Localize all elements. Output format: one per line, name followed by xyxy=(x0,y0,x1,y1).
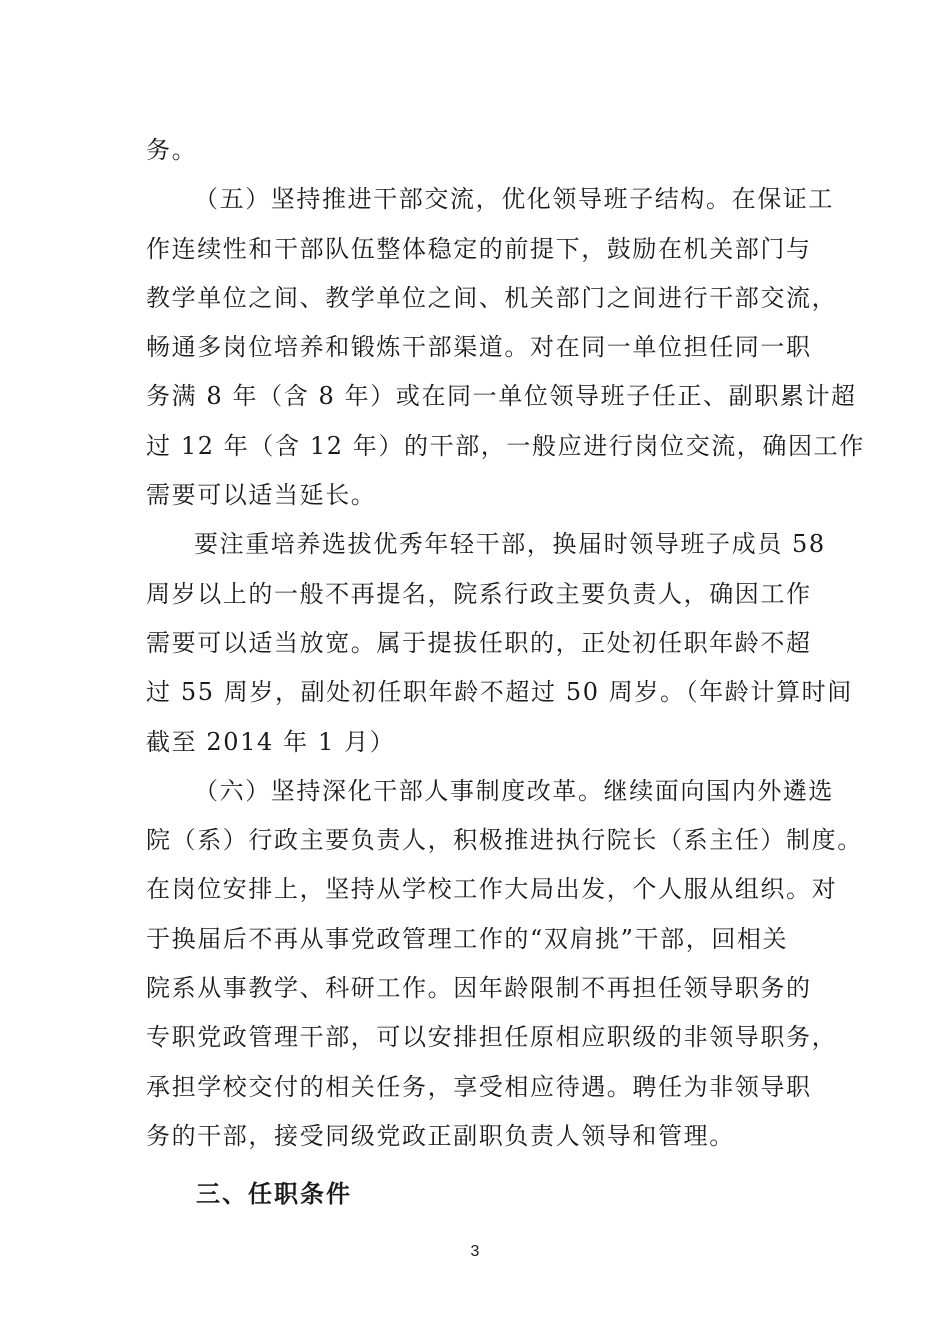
paragraph-section-6-line: 专职党政管理干部，可以安排担任原相应职级的非领导职务， xyxy=(146,1023,838,1052)
paragraph-section-5-line: 务满 8 年（含 8 年）或在同一单位领导班子任正、副职累计超 xyxy=(146,382,857,411)
paragraph-section-6-line: 在岗位安排上，坚持从学校工作大局出发，个人服从组织。对 xyxy=(146,875,838,904)
paragraph-section-5-line: 畅通多岗位培养和锻炼干部渠道。对在同一单位担任同一职 xyxy=(146,333,812,362)
paragraph-section-6-line: （六）坚持深化干部人事制度改革。继续面向国内外遴选 xyxy=(194,776,834,805)
paragraph-young-cadres-line: 需要可以适当放宽。属于提拔任职的，正处初任职年龄不超 xyxy=(146,628,812,657)
paragraph-continuation-line: 务。 xyxy=(146,136,198,164)
paragraph-young-cadres-line: 周岁以上的一般不再提名，院系行政主要负责人，确因工作 xyxy=(146,579,812,608)
paragraph-young-cadres-line: 要注重培养选拔优秀年轻干部，换届时领导班子成员 58 xyxy=(194,530,826,559)
body-text xyxy=(146,126,865,1161)
paragraph-section-5-line: 过 12 年（含 12 年）的干部，一般应进行岗位交流，确因工作 xyxy=(146,431,865,460)
paragraph-section-6-line: 院系从事教学、科研工作。因年龄限制不再担任领导职务的 xyxy=(146,974,812,1003)
paragraph-section-6-line: 务的干部，接受同级党政正副职负责人领导和管理。 xyxy=(146,1121,735,1150)
section-heading: 三、任职条件 xyxy=(196,1180,352,1208)
paragraph-section-6-line: 于换届后不再从事党政管理工作的“双肩挑”干部，回相关 xyxy=(146,924,789,953)
paragraph-young-cadres-line: 过 55 周岁，副处初任职年龄不超过 50 周岁。（年龄计算时间 xyxy=(146,678,853,707)
paragraph-section-6-line: 院（系）行政主要负责人，积极推进执行院长（系主任）制度。 xyxy=(146,826,863,855)
paragraph-section-5-line: 作连续性和干部队伍整体稳定的前提下，鼓励在机关部门与 xyxy=(146,234,812,263)
paragraph-section-5-line: 教学单位之间、教学单位之间、机关部门之间进行干部交流， xyxy=(146,283,838,312)
paragraph-section-6-line: 承担学校交付的相关任务，享受相应待遇。聘任为非领导职 xyxy=(146,1072,812,1101)
paragraph-young-cadres-line: 截至 2014 年 1 月） xyxy=(146,727,396,756)
paragraph-section-5-line: （五）坚持推进干部交流，优化领导班子结构。在保证工 xyxy=(194,185,834,214)
paragraph-section-5-line: 需要可以适当延长。 xyxy=(146,481,377,510)
page-number: 3 xyxy=(470,1243,480,1260)
